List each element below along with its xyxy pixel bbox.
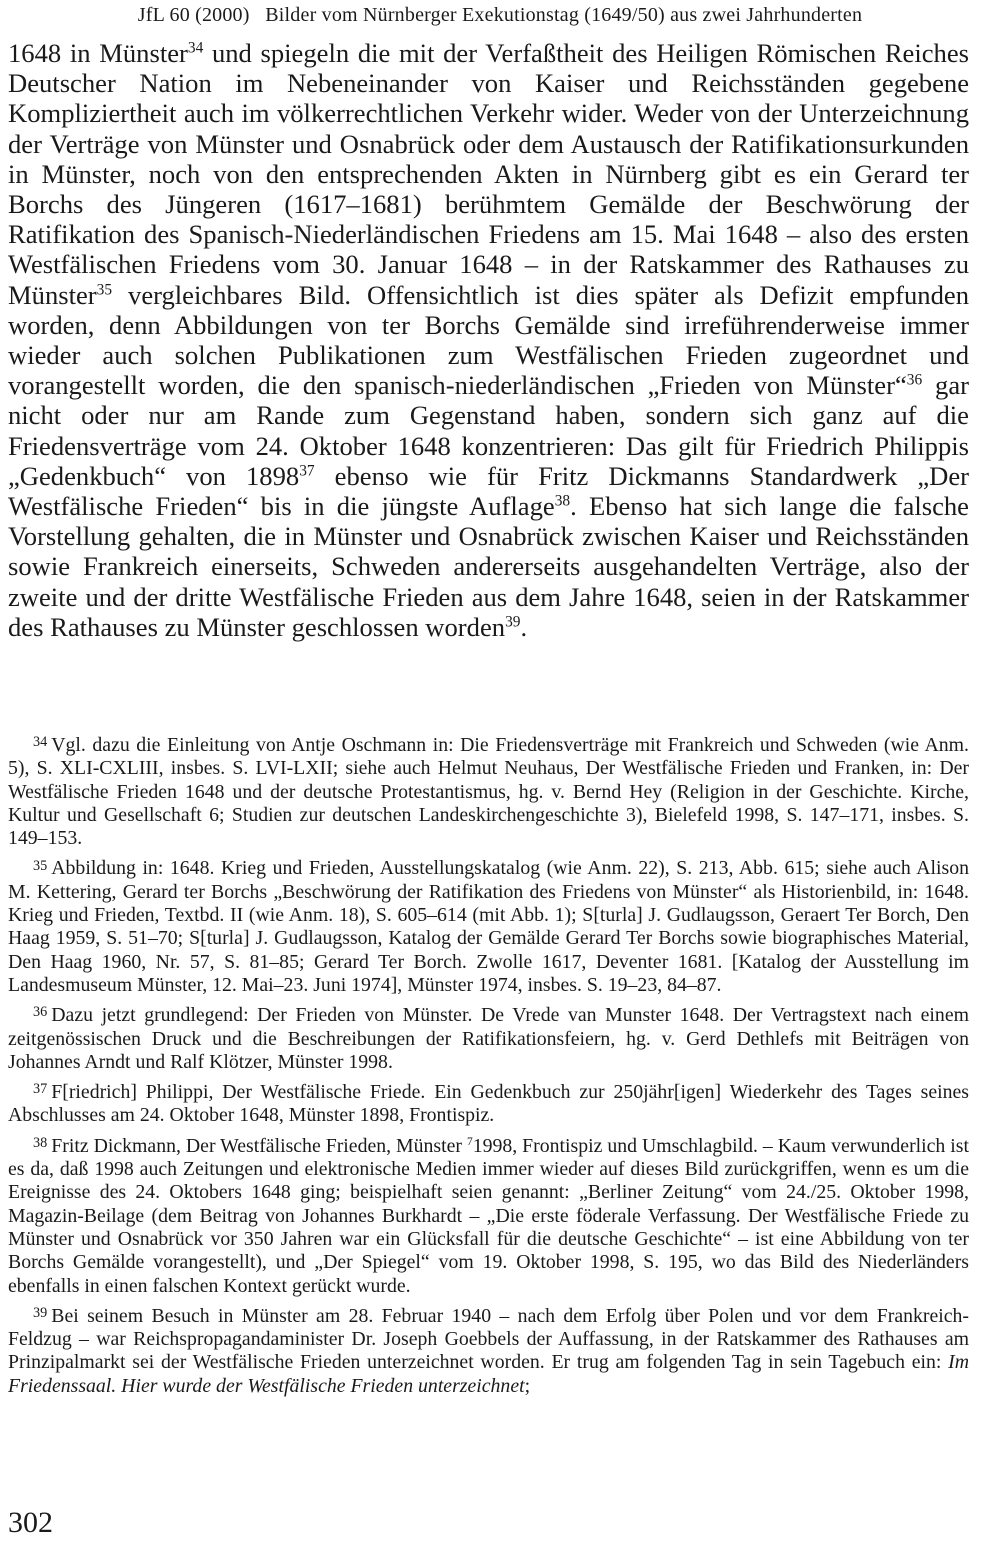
footnote-ref[interactable]: 35 (96, 281, 113, 299)
footnote-ref[interactable]: 38 (554, 492, 571, 510)
footnote (8, 857, 969, 997)
footnote-ref[interactable]: 36 (906, 371, 923, 389)
footnote-text: Abbildung in: 1648. Krieg und Frieden, Ausstellungskatalog (wie Anm. 22), S. 213, Abb. 615; siehe auch Alison M. Kettering, Gerard ter Borchs „Beschwörung der Ratifikation des Friedens von Münster“ als Historienbild, in: 1648. Krieg und Frieden, Textbd. II (wie Anm. 18), S. 605–614 (mit Abb. 1); S[turla] J. Gudlaugsson, Geraert Ter Borch, Den Haag 1959, S. 51–70; S[turla] J. Gudlaugsson, Katalog der Gemälde Gerard Ter Borchs sowie biographisches Material, Den Haag 1960, Nr. 57, S. 81–85; Gerard Ter Borch. Zwolle 1617, Deventer 1681. [Katalog der Ausstellung im Landesmuseum Münster, 12. Mai–23. Juni 1974], Münster 1974, insbes. S. 19–23, 84–87. (8, 857, 969, 996)
footnote (8, 1135, 969, 1298)
footnote (8, 734, 969, 850)
body-text: ebenso wie für Fritz Dickmanns Standardwerk „Der Westfälische Frieden“ bis in die jüngste Auflage (8, 460, 969, 522)
footnote-text: F[riedrich] Philippi, Der Westfälische Friede. Ein Gedenkbuch zur 250jähr[igen] Wiederkehr des Tages seines Abschlusses am 24. Oktober 1648, Münster 1898, Frontispiz. (8, 1081, 969, 1127)
diary-quote: Im Friedenssaal. Hier wurde der Westfälische Frieden unterzeichnet (8, 1351, 969, 1397)
footnote-text: Vgl. dazu die Einleitung von Antje Oschmann in: Die Friedensverträge mit Frankreich und Schweden (wie Anm. 5), S. XLI-CXLIII, insbes. S. LVI-LXII; siehe auch Helmut Neuhaus, Der Westfälische Frieden und Franken, in: Der Westfälische Frieden 1648 und der deutsche Protestantismus, hg. v. Bernd Hey (Religion in der Geschichte. Kirche, Kultur und Gesellschaft 6; Studien zur deutschen Landeskirchengeschichte 3), Bielefeld 1998, S. 147–171, insbes. S. 149–153. (8, 734, 969, 850)
footnote-number: 38 (33, 1134, 48, 1151)
footnote (8, 1081, 969, 1128)
footnote-number: 35 (33, 857, 48, 874)
footnotes (8, 734, 969, 1405)
body-text: 1648 in Münster (8, 38, 188, 68)
footnote-text: Fritz Dickmann, Der Westfälische Frieden, Münster (51, 1134, 467, 1157)
footnote-number: 34 (33, 734, 48, 751)
page-number: 302 (8, 1506, 53, 1539)
footnote-number: 37 (33, 1081, 48, 1098)
footnote-ref[interactable]: 37 (299, 462, 315, 480)
body-text: und spiegeln die mit der Verfaßtheit des Heiligen Römischen Reiches Deutscher Nation im Nebeneinander von Kaiser und Reichsständen gegebene Kompliziertheit auch im völkerrechtlichen Verkehr wider. Weder von der Unterzeichnung der Verträge von Münster und Osnabrück oder dem Austausch der Ratifikationsurkunden in Münster, noch von den entsprechenden Akten in Nürnberg gibt es ein Gerard ter Borchs des Jüngeren (1617–1681) berühmtem Gemälde der Beschwörung der Ratifikation des Spanisch-Niederländischen Friedens am 15. Mai 1648 – also des ersten Westfälischen Friedens vom 30. Januar 1648 – in der Ratskammer des Rathauses zu Münster (8, 38, 969, 310)
footnote (8, 1305, 969, 1398)
footnote-text: 1998, Frontispiz und Umschlagbild. – Kaum verwunderlich ist es da, daß 1998 auch Zeitungen und elektronische Medien immer wieder auf dieses Bild zurückgriffen, wenn es um die Ereignisse des 24. Oktobers 1648 ging; beispielhaft seien genannt: „Berliner Zeitung“ vom 24./25. Oktober 1998, Magazin-Beilage (dem Beitrag von Johannes Burkhardt – „Die erste föderale Verfassung. Der Westfälische Friede zu Münster und Osnabrück vor 350 Jahren war ein Glücksfall für die deutsche Geschichte“ – ist eine Abbildung von ter Borchs Gemälde vorangestellt), und „Der Spiegel“ vom 19. Oktober 1998, S. 195, wo das Bild des Niederländers ebenfalls in einen falschen Kontext gerückt wurde. (8, 1134, 969, 1297)
edition-number: 7 (466, 1135, 473, 1148)
footnote-text: ; (524, 1374, 531, 1397)
main-text (8, 38, 969, 642)
running-title: Bilder vom Nürnberger Exekutionstag (1649/50) aus zwei Jahrhunderten (265, 4, 863, 26)
footnote-text: Bei seinem Besuch in Münster am 28. Februar 1940 – nach dem Erfolg über Polen und vor dem Frankreich-Feldzug – war Reichspropagandaminister Dr. Joseph Goebbels der Auffassung, in der Ratskammer des Rathauses am Prinzipalmarkt sei der Westfälische Frieden unterzeichnet worden. Er trug am folgenden Tag in sein Tagebuch ein: (8, 1304, 969, 1374)
body-text: . Ebenso hat sich lange die falsche Vorstellung gehalten, die in Münster und Osnabrück zwischen Kaiser und Reichsständen sowie Frankreich einerseits, Schweden andererseits ausgehandelten Verträge, also der zweite und der dritte Westfälische Frieden aus dem Jahre 1648, seien in der Ratskammer des Rathauses zu Münster geschlossen worden (8, 491, 969, 642)
footnote-ref[interactable]: 34 (187, 39, 204, 57)
journal-citation: JfL 60 (2000) (137, 4, 250, 26)
running-header (0, 4, 1000, 27)
footnote-ref[interactable]: 39 (505, 613, 521, 631)
footnote (8, 1004, 969, 1074)
body-text: gar nicht oder nur am Rande zum Gegenstand haben, sondern sich ganz auf die Friedensverträge vom 24. Oktober 1648 konzentrieren: Das gilt für Friedrich Philippis „Gedenkbuch“ von 1898 (8, 370, 970, 491)
body-text: vergleichbares Bild. Offensichtlich ist dies später als Defizit empfunden worden, denn Abbildungen von ter Borchs Gemälde sind irreführenderweise immer wieder auch solchen Publikationen zum Westfälischen Frieden zugeordnet und vorangestellt worden, die den spanisch-niederländischen „Frieden von Münster“ (8, 279, 969, 401)
footnote-number: 39 (33, 1304, 48, 1321)
body-text: . (520, 611, 528, 642)
footnote-text: Dazu jetzt grundlegend: Der Frieden von Münster. De Vrede van Munster 1648. Der Vertragstext nach einem zeitgenössischen Druck und die Beschreibungen der Ratifikationsfeiern, hg. v. Gerd Dethlefs mit Beiträgen von Johannes Arndt und Ralf Klötzer, Münster 1998. (8, 1004, 969, 1073)
footnote-number: 36 (33, 1004, 48, 1021)
